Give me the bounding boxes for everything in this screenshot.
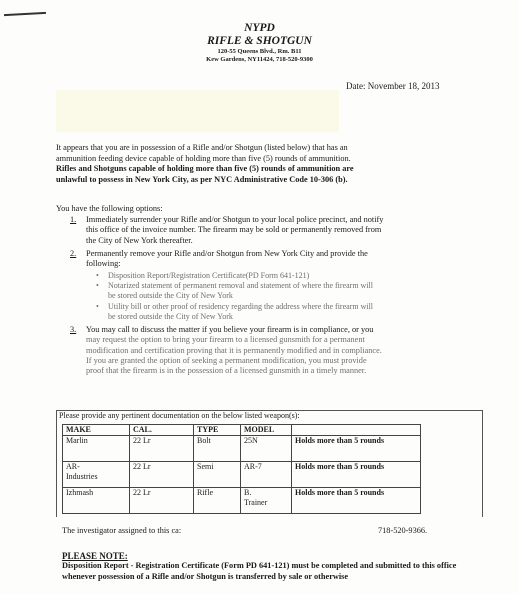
option-3-line: If you are granted the option of seeking a permanent modification, you must provide: [86, 355, 367, 365]
option-3: [70, 325, 485, 385]
bullet-text: Disposition Report/Registration Certificate(PD Form 641-121): [108, 271, 310, 280]
option-2-number: 2.: [70, 249, 77, 258]
cell-cal: 22 Lr: [130, 436, 194, 462]
address-line-2: Kew Gardens, NY11424, 718-520-9300: [206, 56, 313, 63]
org-name: NYPD: [244, 22, 275, 34]
intro-line-1: It appears that you are in possession of a Rifle and/or Shotgun (listed below) that has an: [56, 143, 348, 152]
cell-note: Holds more than 5 rounds: [292, 436, 421, 462]
cell-type: Bolt: [194, 436, 241, 462]
cell-make: Izhmash: [63, 488, 130, 514]
cell-cal: 22 Lr: [130, 488, 194, 514]
note-body: Disposition Report - Registration Certificate (Form PD 641-121) must be completed and submitted to this office whenever possession of a Rifle and/or Shotgun is transferred by sale or otherwise: [62, 561, 457, 581]
option-1-line: Immediately surrender your Rifle and/or Shotgun to your local police precinct, and notify: [86, 215, 384, 224]
col-header: MAKE: [63, 425, 130, 436]
unit-name: RIFLE & SHOTGUN: [207, 35, 312, 47]
bullet-icon: •: [96, 271, 99, 280]
address-line-1: 120-55 Queens Blvd., Rm. B11: [217, 48, 302, 55]
bullet-text: be stored outside the City of New York: [108, 311, 233, 321]
option-3-line: modification and certification proving that it is permanently modified and in compliance.: [86, 345, 382, 355]
table-row: [63, 488, 421, 514]
option-3-number: 3.: [70, 325, 77, 334]
bullet-text: Utility bill or other proof of residency regarding the address where the firearm will: [108, 302, 374, 311]
option-2: [70, 249, 480, 271]
bullet-icon: •: [96, 302, 99, 311]
bullet-icon: •: [96, 281, 99, 290]
letter-date: Date: November 18, 2013: [346, 81, 440, 91]
weapon-intro: Please provide any pertinent documentation on the below listed weapon(s):: [59, 411, 300, 420]
intro-paragraph: [56, 143, 474, 185]
cell-cal: 22 Lr: [130, 462, 194, 488]
redacted-recipient: [56, 90, 339, 132]
investigator-phone: 718-520-9366.: [378, 526, 428, 535]
scan-mark: [4, 12, 46, 16]
cell-type: Rifle: [194, 488, 241, 514]
investigator-text: The investigator assigned to this ca:: [62, 526, 182, 535]
col-header: [292, 425, 421, 436]
option-1-number: 1.: [70, 215, 77, 224]
intro-bold-2: unlawful to possess in New York City, as per NYC Administrative Code 10-306 (b).: [56, 174, 348, 184]
note-heading: PLEASE NOTE:: [62, 551, 128, 561]
option-1-line: this office of the invoice number. The firearm may be sold or permanently removed from: [86, 225, 382, 235]
table-header-row: [63, 425, 421, 436]
option-2-line: following:: [86, 259, 121, 269]
bullet-text: be stored outside the City of New York: [108, 290, 233, 300]
option-3-line: may request the option to bring your firearm to a licensed gunsmith for a permanent: [86, 335, 365, 345]
bullet-text: Notarized statement of permanent removal and statement of where the firearm will: [108, 281, 374, 290]
col-header: TYPE: [194, 425, 241, 436]
table-row: [63, 436, 421, 462]
option-1-line: the City of New York thereafter.: [86, 235, 193, 245]
cell-model: 25N: [241, 436, 292, 462]
cell-make: Marlin: [63, 436, 130, 462]
cell-model: AR-7: [241, 462, 292, 488]
option-3-line: You may call to discuss the matter if you believe your firearm is in compliance, or you: [86, 325, 374, 334]
cell-make: AR- Industries: [63, 462, 130, 488]
options-heading: You have the following options:: [56, 204, 163, 213]
cell-note: Holds more than 5 rounds: [292, 462, 421, 488]
option-2-line: Permanently remove your Rifle and/or Shotgun from New York City and provide the: [86, 249, 368, 258]
option-3-line: proof that the firearm is in the possession of a licensed gunsmith in a timely manner.: [86, 366, 367, 376]
intro-bold-1: Rifles and Shotguns capable of holding more than five (5) rounds of ammunition are: [56, 164, 354, 173]
option-1: [70, 215, 480, 247]
cell-type: Semi: [194, 462, 241, 488]
table-row: [63, 462, 421, 488]
letterhead: [0, 22, 519, 64]
cell-model: B. Trainer: [241, 488, 292, 514]
weapon-table: [62, 424, 421, 514]
cell-note: Holds more than 5 rounds: [292, 488, 421, 514]
col-header: CAL.: [130, 425, 194, 436]
intro-line-2: ammunition feeding device capable of holding more than five (5) rounds of ammunition.: [56, 153, 351, 163]
col-header: MODEL: [241, 425, 292, 436]
